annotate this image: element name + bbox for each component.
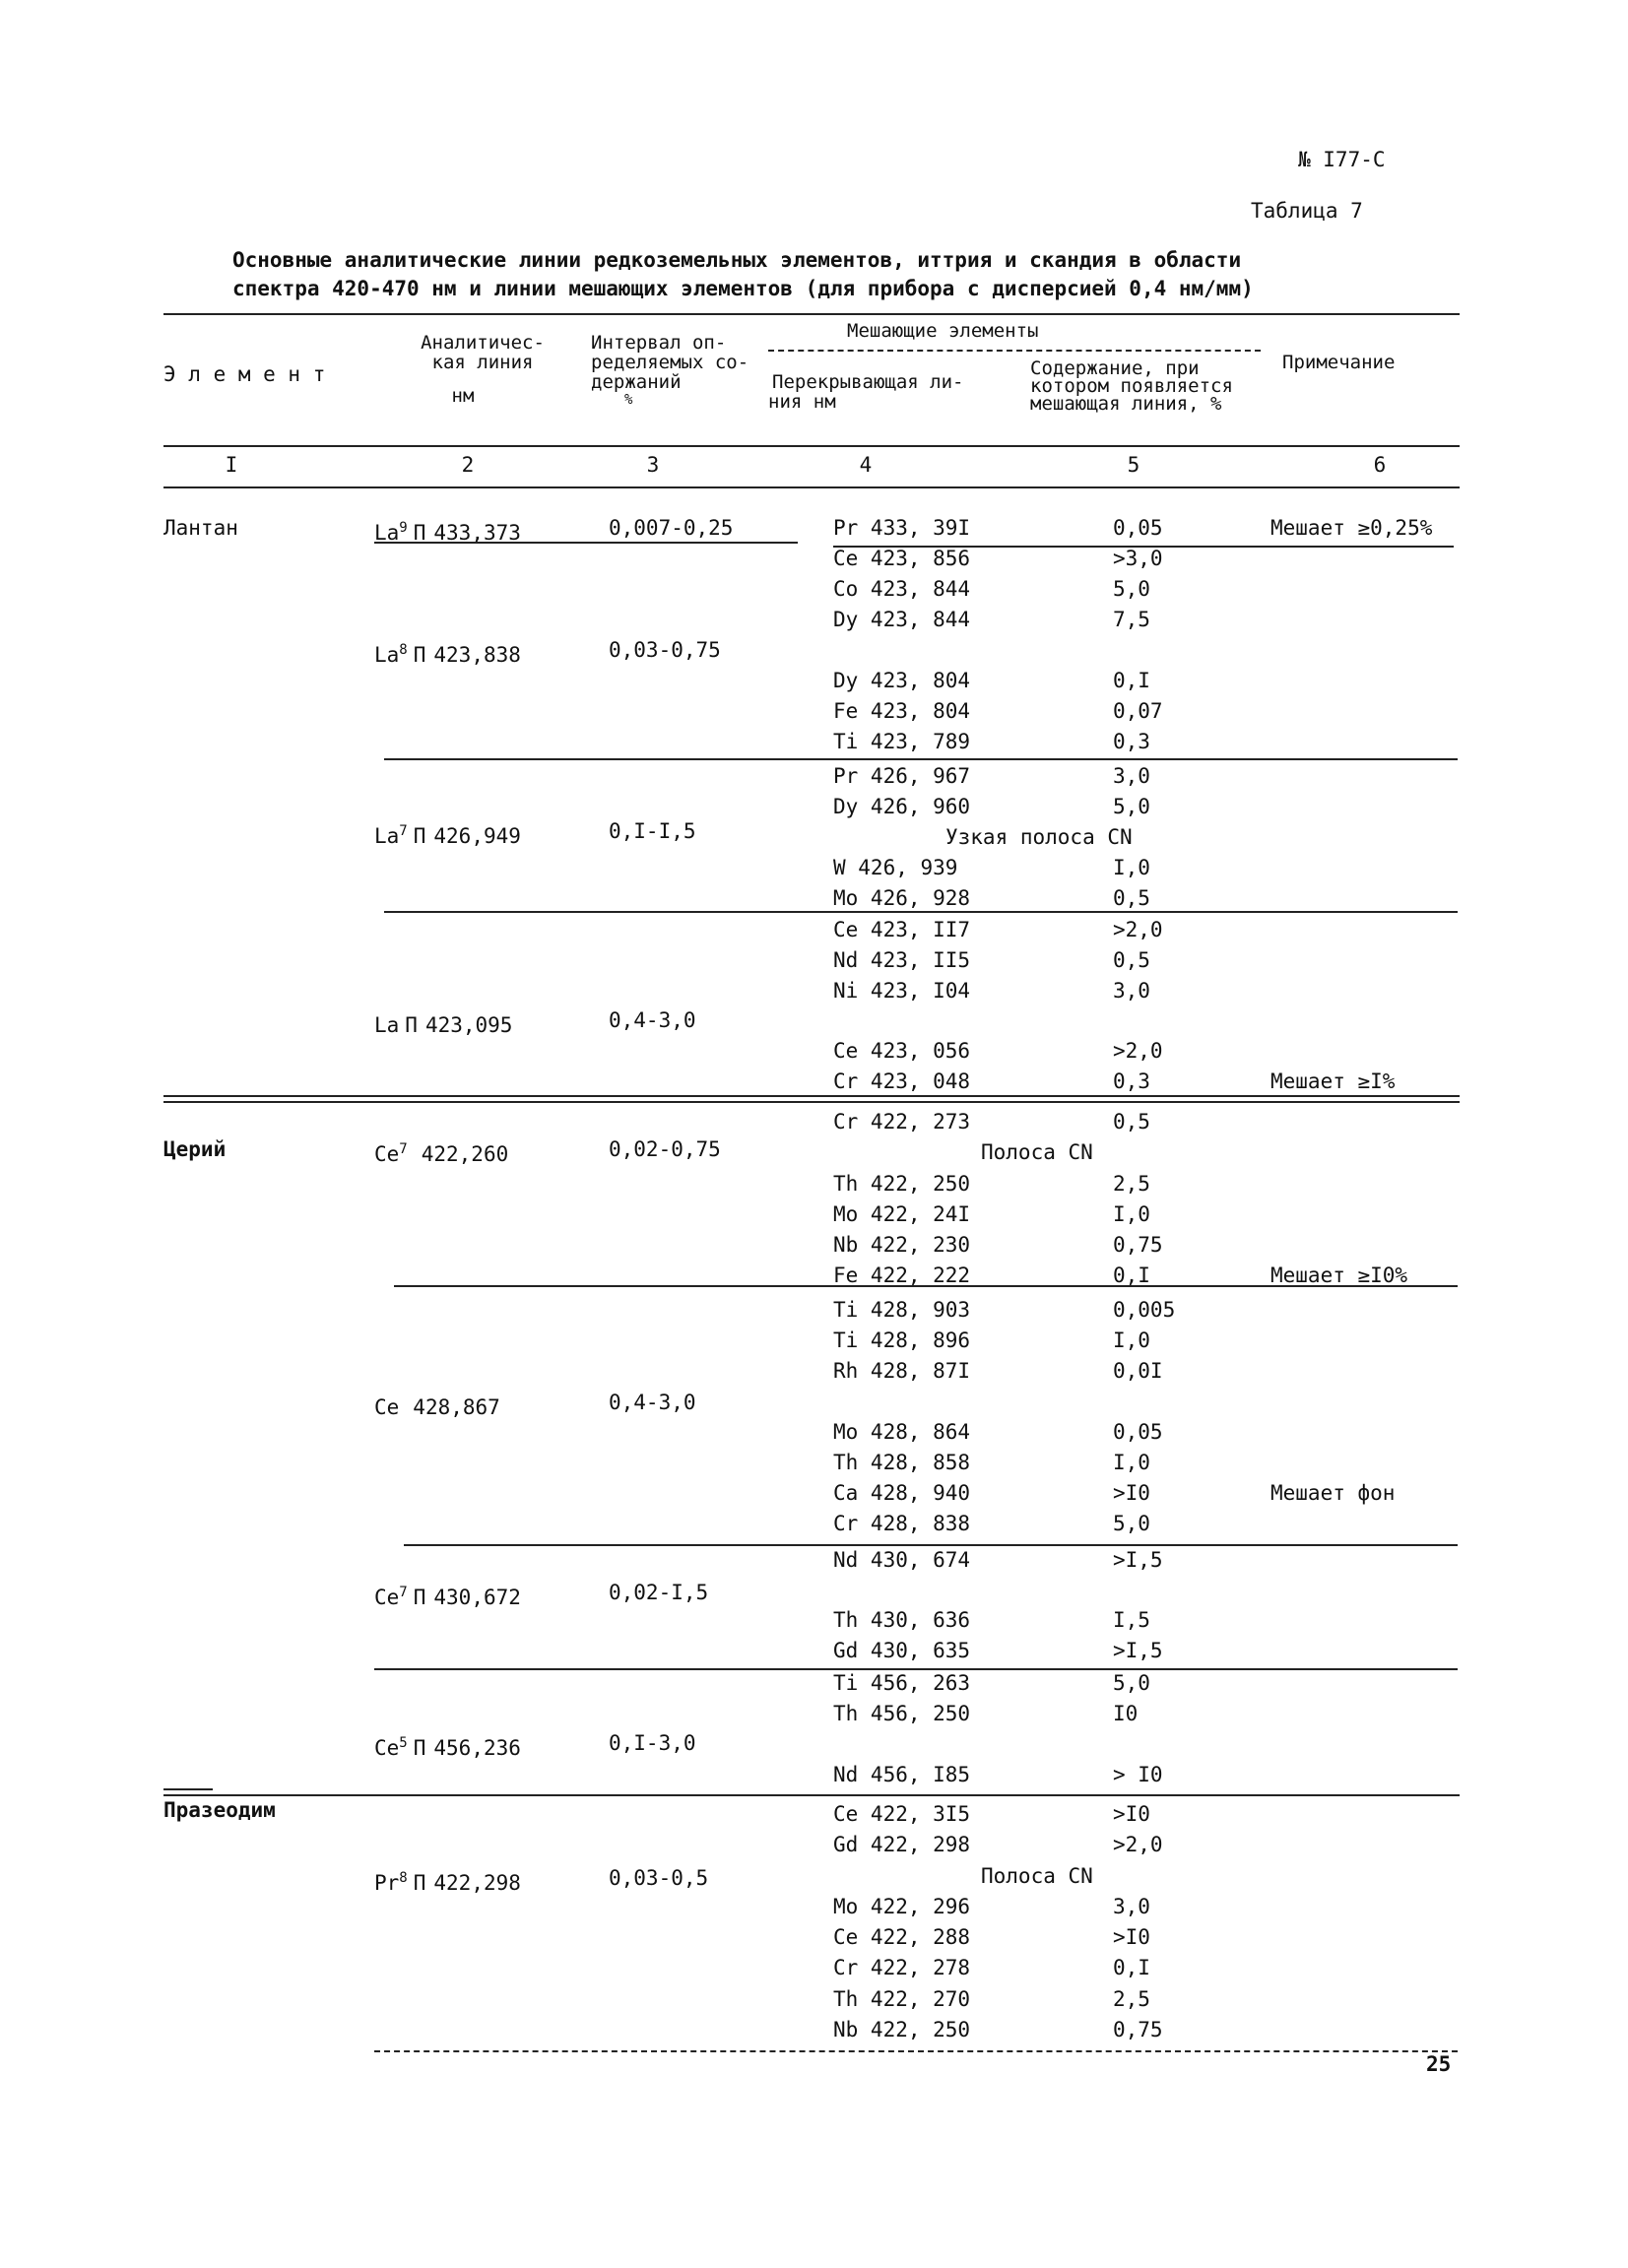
col-number-5: 5 <box>1127 453 1140 477</box>
group-rule <box>374 1668 1458 1670</box>
analytical-line <box>374 516 521 545</box>
concentration-range: 0,03-0,75 <box>609 638 721 662</box>
interfering-line: Cr 428, 838 <box>833 1512 971 1535</box>
interfering-line: Ce 423, 056 <box>833 1039 971 1063</box>
analytical-line-wavelength: 430,672 <box>433 1586 521 1609</box>
interfering-line: Ti 456, 263 <box>833 1671 971 1695</box>
interfering-content: > I0 <box>1113 1763 1163 1786</box>
col-number-2: 2 <box>461 453 475 477</box>
group-rule <box>394 1285 1458 1287</box>
header-note: Примечание <box>1282 352 1396 373</box>
note: Мешает ≥I% <box>1270 1069 1396 1093</box>
interfering-content: 5,0 <box>1113 1512 1150 1535</box>
analytical-line-element: La <box>374 521 400 545</box>
interfering-content: >I,5 <box>1113 1639 1163 1662</box>
interfering-line: Nb 422, 250 <box>833 2018 971 2041</box>
analytical-line-ion: П <box>413 1736 426 1760</box>
col-number-4: 4 <box>859 453 873 477</box>
interfering-content: 0,75 <box>1113 1233 1163 1257</box>
header-overlap-1: Перекрывающая ли- <box>772 371 964 393</box>
concentration-range: 0,4-3,0 <box>609 1391 696 1414</box>
analytical-line-superscript: 7 <box>399 1585 408 1600</box>
header-line-1: Аналитичес- <box>421 332 545 354</box>
note: Мешает ≥I0% <box>1270 1264 1408 1287</box>
interfering-line: Co 423, 844 <box>833 577 971 601</box>
interfering-content: 5,0 <box>1113 1671 1150 1695</box>
header-overlap-2: ния нм <box>768 391 836 413</box>
interfering-content: 7,5 <box>1113 608 1150 631</box>
group-rule <box>833 546 1454 548</box>
numbers-bottom-rule <box>163 486 1460 488</box>
element-rule <box>163 1788 213 1790</box>
group-rule <box>384 758 1458 760</box>
interfering-content: 0,I <box>1113 669 1150 692</box>
interfering-line: Dy 423, 844 <box>833 608 971 631</box>
element-rule <box>163 1794 1460 1796</box>
interfering-line: Dy 423, 804 <box>833 669 971 692</box>
concentration-range: 0,I-3,0 <box>609 1731 696 1755</box>
interfering-content: 0,5 <box>1113 1110 1150 1134</box>
header-line-3: нм <box>451 385 475 407</box>
table-bottom-rule <box>374 2050 1458 2052</box>
interfering-content: 0,005 <box>1113 1298 1176 1322</box>
analytical-line-wavelength: 423,838 <box>433 643 521 667</box>
interfering-content: 2,5 <box>1113 1987 1150 2011</box>
interfering-content: 0,0I <box>1113 1359 1163 1383</box>
analytical-line-ion: П <box>413 521 426 545</box>
interfering-content: 0,5 <box>1113 886 1150 910</box>
analytical-line-ion: П <box>405 1013 418 1037</box>
analytical-line-ion: П <box>413 1586 426 1609</box>
interfering-line: Fe 422, 222 <box>833 1264 971 1287</box>
table-title-line2: спектра 420-470 нм и линии мешающих элементов (для прибора с дисперсией 0,4 нм/мм) <box>232 277 1254 300</box>
header-interfering-rule <box>768 350 1261 352</box>
analytical-line-element: La <box>374 824 400 848</box>
note: Мешает ≥0,25% <box>1270 516 1433 540</box>
interfering-content: 3,0 <box>1113 764 1150 788</box>
analytical-line-element: La <box>374 643 400 667</box>
analytical-line-ion: П <box>413 643 426 667</box>
header-content-1: Содержание, при <box>1030 357 1200 379</box>
concentration-range: 0,03-0,5 <box>609 1866 709 1890</box>
header-element: Э л е м е н т <box>163 362 326 386</box>
interfering-line: Ce 422, 288 <box>833 1925 971 1949</box>
group-rule <box>384 911 1458 913</box>
element-name: Лантан <box>163 516 238 540</box>
table-title-line1: Основные аналитические линии редкоземельных элементов, иттрия и скандия в области <box>232 248 1242 272</box>
band-label: Полоса CN <box>981 1140 1093 1164</box>
header-content-2: котором появляется <box>1030 375 1233 397</box>
analytical-line-element: Ce <box>374 1736 400 1760</box>
analytical-line-ion: П <box>413 1871 426 1895</box>
analytical-line-element: Ce <box>374 1395 400 1419</box>
interfering-line: Ti 423, 789 <box>833 730 971 753</box>
analytical-line-superscript: 7 <box>399 823 408 839</box>
interfering-line: Cr 423, 048 <box>833 1069 971 1093</box>
interfering-line: Nd 423, II5 <box>833 948 971 972</box>
interfering-line: Nd 430, 674 <box>833 1548 971 1572</box>
interfering-content: >I0 <box>1113 1925 1150 1949</box>
interfering-line: Ni 423, I04 <box>833 979 971 1003</box>
interfering-content: >3,0 <box>1113 547 1163 570</box>
interfering-line: Mo 422, 24I <box>833 1202 971 1226</box>
analytical-line <box>374 638 521 667</box>
interfering-content: >2,0 <box>1113 1039 1163 1063</box>
header-bottom-rule <box>163 445 1460 447</box>
analytical-line-superscript: 5 <box>399 1735 408 1751</box>
header-interval-3: держаний <box>591 371 682 393</box>
interfering-content: >2,0 <box>1113 918 1163 941</box>
interfering-line: Fe 423, 804 <box>833 699 971 723</box>
interfering-line: Th 428, 858 <box>833 1451 971 1474</box>
analytical-line-wavelength: 428,867 <box>413 1395 500 1419</box>
analytical-line-wavelength: 456,236 <box>433 1736 521 1760</box>
analytical-line-wavelength: 433,373 <box>433 521 521 545</box>
interfering-content: I,0 <box>1113 1202 1150 1226</box>
interfering-line: Cr 422, 273 <box>833 1110 971 1134</box>
analytical-line <box>374 1731 521 1760</box>
element-rule <box>163 1101 1460 1103</box>
element-rule <box>163 1095 1460 1097</box>
interfering-content: I,5 <box>1113 1608 1150 1632</box>
interfering-line: Th 430, 636 <box>833 1608 971 1632</box>
note: Мешает фон <box>1270 1481 1396 1505</box>
interfering-content: 0,75 <box>1113 2018 1163 2041</box>
col-number-3: 3 <box>646 453 660 477</box>
interfering-line: Th 422, 270 <box>833 1987 971 2011</box>
header-line-2: кая линия <box>431 352 534 373</box>
interfering-line: Mo 422, 296 <box>833 1895 971 1918</box>
concentration-range: 0,02-0,75 <box>609 1137 721 1161</box>
interfering-content: I0 <box>1113 1702 1139 1725</box>
analytical-line-superscript: 8 <box>399 1870 408 1886</box>
analytical-line-superscript: 8 <box>399 642 408 658</box>
analytical-line <box>374 1866 521 1895</box>
interfering-line: Ca 428, 940 <box>833 1481 971 1505</box>
interfering-content: 0,5 <box>1113 948 1150 972</box>
interfering-line: Cr 422, 278 <box>833 1956 971 1979</box>
interfering-line: Gd 430, 635 <box>833 1639 971 1662</box>
element-name: Празеодим <box>163 1798 276 1822</box>
interfering-content: >I0 <box>1113 1802 1150 1826</box>
concentration-range: 0,007-0,25 <box>609 516 734 540</box>
interfering-content: 3,0 <box>1113 1895 1150 1918</box>
analytical-line <box>374 1391 500 1419</box>
interfering-content: 0,3 <box>1113 730 1150 753</box>
header-interval-1: Интервал оп- <box>591 332 727 354</box>
group-rule <box>374 542 798 544</box>
interfering-content: 0,05 <box>1113 1420 1163 1444</box>
analytical-line-wavelength: 426,949 <box>433 824 521 848</box>
doc-number: № I77-С <box>1298 148 1386 171</box>
interfering-line: Pr 433, 39I <box>833 516 971 540</box>
table-label: Таблица 7 <box>1251 199 1363 223</box>
interfering-line: Ti 428, 903 <box>833 1298 971 1322</box>
analytical-line-wavelength: 422,260 <box>421 1142 509 1166</box>
analytical-line-wavelength: 423,095 <box>424 1013 513 1037</box>
interfering-content: 3,0 <box>1113 979 1150 1003</box>
interfering-content: 5,0 <box>1113 795 1150 818</box>
interfering-content: 0,07 <box>1113 699 1163 723</box>
interfering-content: 0,3 <box>1113 1069 1150 1093</box>
header-interval-2: ределяемых со- <box>591 352 749 373</box>
analytical-line <box>374 1008 512 1037</box>
concentration-range: 0,I-I,5 <box>609 819 696 843</box>
analytical-line-ion: П <box>413 824 426 848</box>
group-rule <box>404 1544 1458 1546</box>
col-number-6: 6 <box>1373 453 1387 477</box>
interfering-line: Mo 428, 864 <box>833 1420 971 1444</box>
analytical-line-element: Ce <box>374 1586 400 1609</box>
interfering-line: Ce 423, II7 <box>833 918 971 941</box>
band-label: Узкая полоса CN <box>945 825 1133 849</box>
interfering-line: Rh 428, 87I <box>833 1359 971 1383</box>
interfering-line: Pr 426, 967 <box>833 764 971 788</box>
interfering-content: 0,I <box>1113 1956 1150 1979</box>
header-content-3: мешающая линия, % <box>1030 393 1222 415</box>
concentration-range: 0,02-I,5 <box>609 1581 709 1604</box>
interfering-content: 5,0 <box>1113 577 1150 601</box>
header-interval-4: % <box>624 392 633 408</box>
interfering-line: Ti 428, 896 <box>833 1328 971 1352</box>
interfering-line: Gd 422, 298 <box>833 1833 971 1856</box>
interfering-content: I,0 <box>1113 1328 1150 1352</box>
analytical-line <box>374 1137 508 1166</box>
interfering-content: 0,05 <box>1113 516 1163 540</box>
analytical-line <box>374 1581 521 1609</box>
interfering-line: Mo 426, 928 <box>833 886 971 910</box>
interfering-line: Nb 422, 230 <box>833 1233 971 1257</box>
interfering-content: 0,I <box>1113 1264 1150 1287</box>
header-interfering: Мешающие элементы <box>847 320 1039 342</box>
interfering-line: W 426, 939 <box>833 856 958 879</box>
element-name: Церий <box>163 1137 227 1161</box>
analytical-line <box>374 819 521 848</box>
interfering-line: Ce 423, 856 <box>833 547 971 570</box>
interfering-content: >I0 <box>1113 1481 1150 1505</box>
interfering-line: Th 422, 250 <box>833 1172 971 1196</box>
band-label: Полоса CN <box>981 1864 1093 1888</box>
analytical-line-element: La <box>374 1013 400 1037</box>
page-number: 25 <box>1426 2052 1452 2076</box>
interfering-content: >I,5 <box>1113 1548 1163 1572</box>
interfering-line: Nd 456, I85 <box>833 1763 971 1786</box>
col-number-1: I <box>225 453 238 477</box>
analytical-line-superscript: 9 <box>399 520 408 536</box>
concentration-range: 0,4-3,0 <box>609 1008 696 1032</box>
analytical-line-element: Ce <box>374 1142 400 1166</box>
interfering-content: I,0 <box>1113 856 1150 879</box>
interfering-line: Ce 422, 3I5 <box>833 1802 971 1826</box>
analytical-line-element: Pr <box>374 1871 400 1895</box>
interfering-content: 2,5 <box>1113 1172 1150 1196</box>
interfering-content: >2,0 <box>1113 1833 1163 1856</box>
interfering-line: Dy 426, 960 <box>833 795 971 818</box>
analytical-line-superscript: 7 <box>399 1141 408 1157</box>
analytical-line-wavelength: 422,298 <box>433 1871 521 1895</box>
table-top-rule <box>163 313 1460 315</box>
interfering-line: Th 456, 250 <box>833 1702 971 1725</box>
interfering-content: I,0 <box>1113 1451 1150 1474</box>
